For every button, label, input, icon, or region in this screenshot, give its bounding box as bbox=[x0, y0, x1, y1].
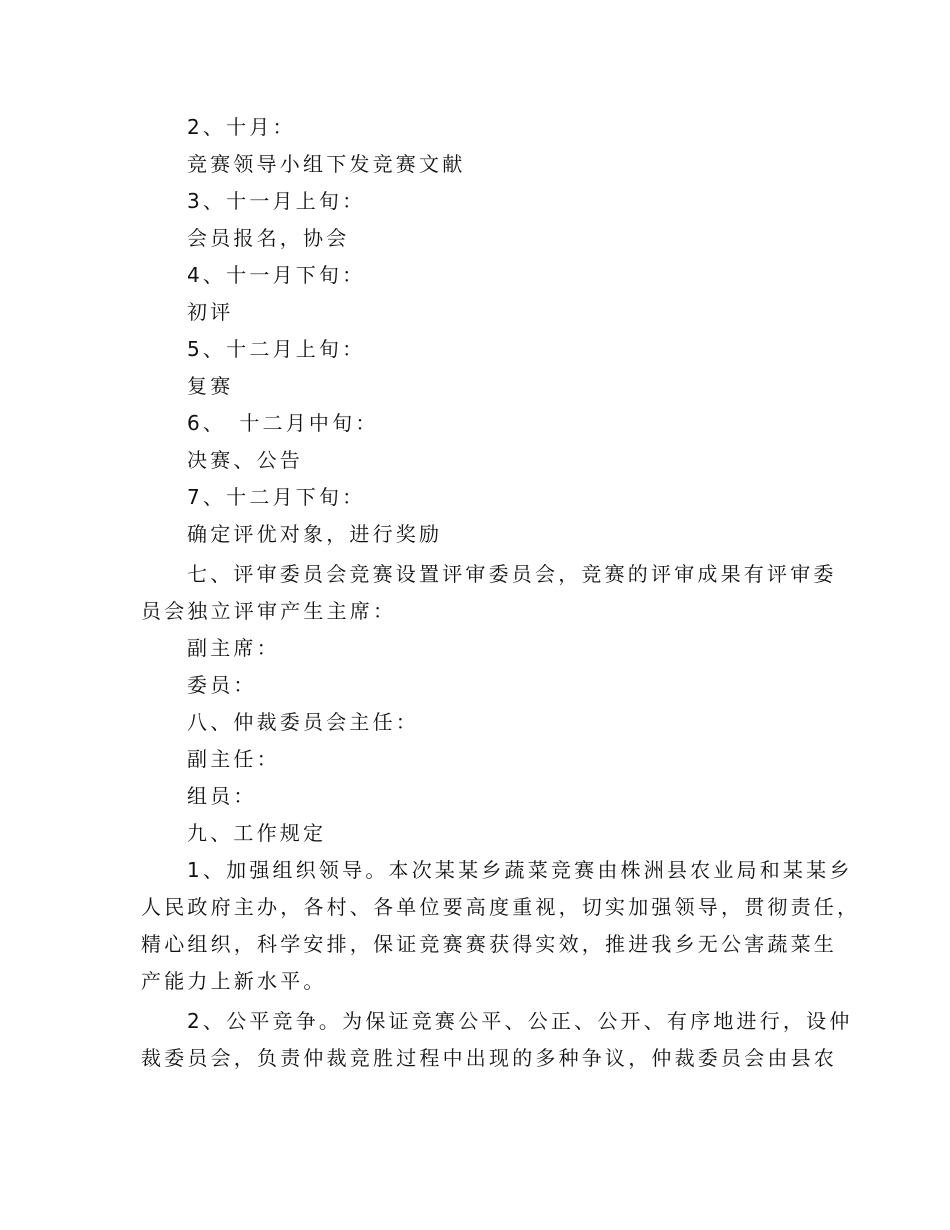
schedule-item-3: 3、十一月上旬： bbox=[187, 189, 366, 213]
schedule-item-7: 7、十二月下旬： bbox=[187, 485, 366, 509]
schedule-item-3-detail: 会员报名，协会 bbox=[187, 226, 350, 250]
schedule-item-5: 5、十二月上旬： bbox=[187, 337, 366, 361]
rule-1-line-1: 1、加强组织领导。本次某某乡蔬菜竞赛由株洲县农业局和某某乡 bbox=[187, 858, 853, 882]
rule-1-line-3: 精心组织，科学安排，保证竞赛赛获得实效，推进我乡无公害蔬菜生 bbox=[141, 932, 837, 956]
rule-2-line-2: 裁委员会，负责仲裁竞胜过程中出现的多种争议，仲裁委员会由县农 bbox=[141, 1046, 837, 1070]
section-7-heading-line-2: 员会独立评审产生主席： bbox=[141, 599, 397, 623]
schedule-item-7-detail: 确定评优对象，进行奖励 bbox=[187, 522, 443, 546]
schedule-item-5-detail: 复赛 bbox=[187, 374, 234, 398]
vice-chair-line: 副主席： bbox=[187, 636, 280, 660]
schedule-item-2-detail: 竞赛领导小组下发竞赛文献 bbox=[187, 152, 466, 176]
rule-1-line-4: 产能力上新水平。 bbox=[141, 969, 327, 993]
members-line: 委员： bbox=[187, 673, 257, 697]
rule-2-line-1: 2、公平竞争。为保证竞赛公平、公正、公开、有序地进行，设仲 bbox=[187, 1009, 853, 1033]
schedule-item-6: 6、 十二月中旬： bbox=[187, 411, 379, 435]
schedule-item-6-detail: 决赛、公告 bbox=[187, 448, 303, 472]
section-7-heading-line-1: 七、评审委员会竞赛设置评审委员会，竞赛的评审成果有评审委 bbox=[187, 562, 837, 586]
section-9-heading: 九、工作规定 bbox=[187, 821, 327, 845]
schedule-item-2: 2、十月： bbox=[187, 115, 296, 139]
team-members-line: 组员： bbox=[187, 784, 257, 808]
deputy-director-line: 副主任： bbox=[187, 747, 280, 771]
rule-1-line-2: 人民政府主办，各村、各单位要高度重视，切实加强领导，贯彻责任， bbox=[141, 895, 861, 919]
schedule-item-4: 4、十一月下旬： bbox=[187, 263, 366, 287]
section-8-heading: 八、仲裁委员会主任： bbox=[187, 710, 419, 734]
schedule-item-4-detail: 初评 bbox=[187, 300, 234, 324]
